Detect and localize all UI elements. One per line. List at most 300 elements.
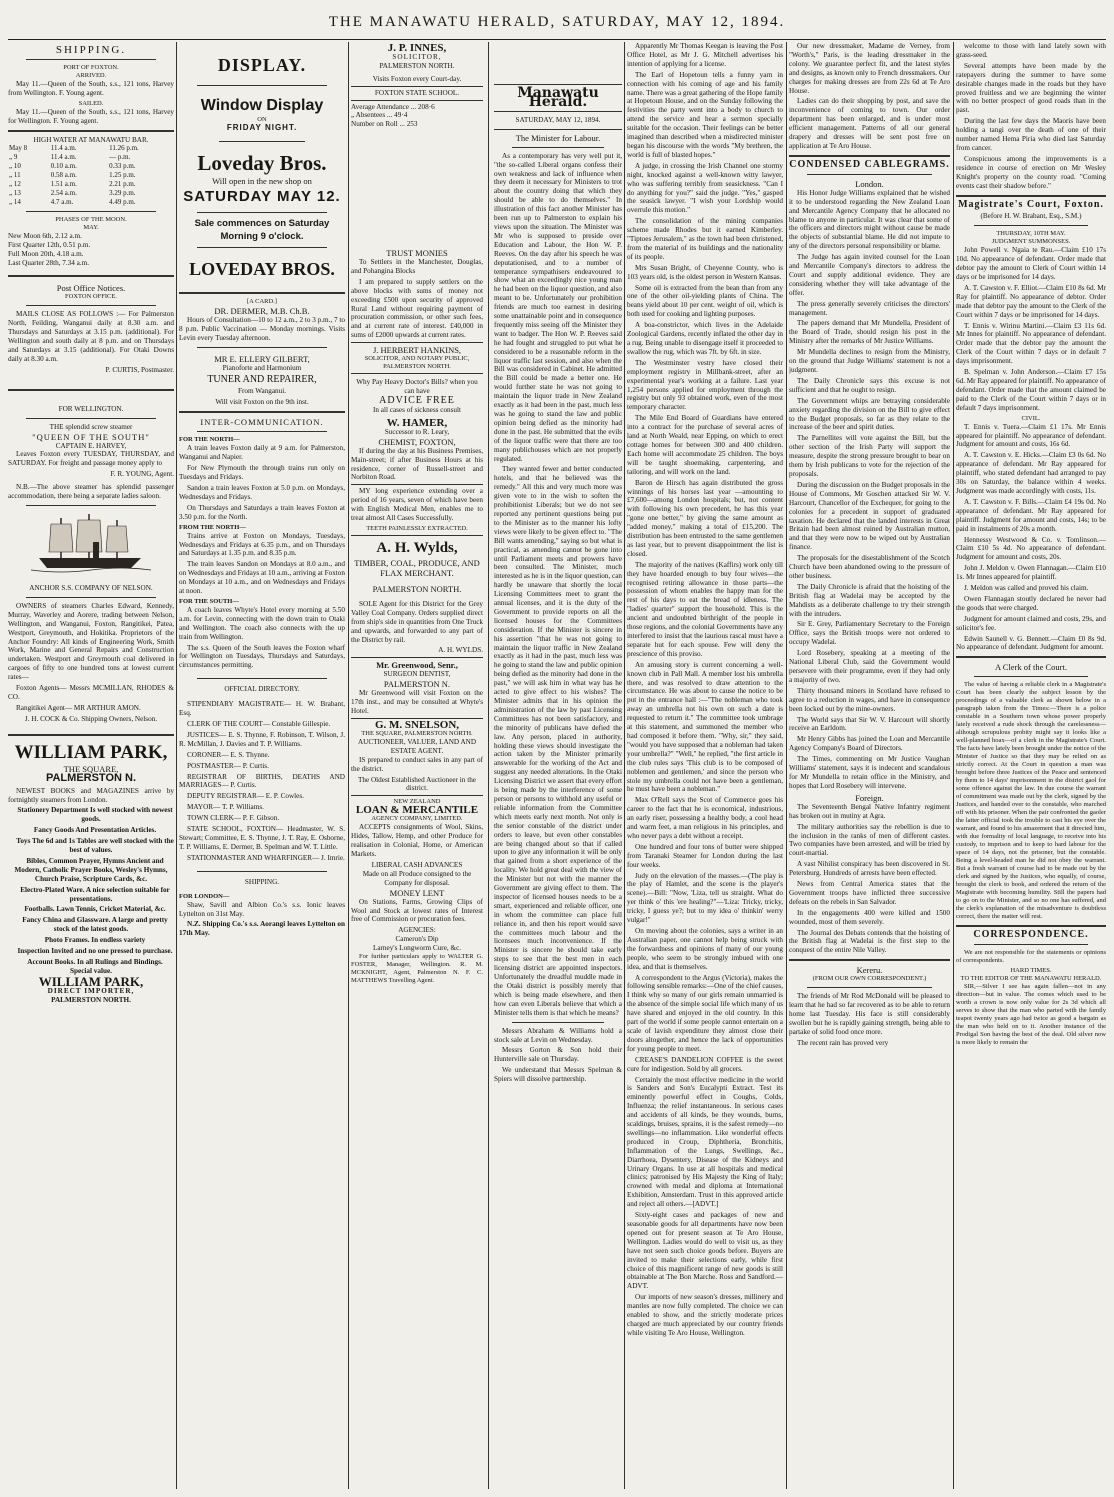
column-center [351,42,622,1489]
short-note: We understand that Messrs Spelman & Spiers will dissolve partnership. [494,1066,622,1084]
civil-case: Owen Flannagan stoutly declared he never had the goods that were charged. [956,594,1106,612]
drapery-paragraph: Our new dressmaker, Madame de Verney, from "Worth's," Paris, is the leading dressmaker in the colony. We guarantee perfect fit, and the latest styles and designs, as known only to French dressmakers. Our charges for making dresses are from 22s 6d at Te Aro House. [789,42,950,95]
shipping-heading: SHIPPING. [55,44,127,56]
directory-entry: CLERK OF THE COURT— Constable Gillespie. [187,720,331,728]
kereru-paragraph: Conspicuous among the improvements is a residence in course of erection on Mr Wesley Knight's property on the county road. "Coming events cast their shadow before." [956,154,1106,190]
william-park-toys: Toys The 6d and 1s Tables are well stocked with the best of values. [16,837,174,855]
london-cable: The proposals for the disestablishment of the Scotch Church have been abandoned owing to the pressure of other business. [789,554,950,580]
london-cable: The Parnellites will vote against the Bill, but the other section of the Irish Party will support the measure, despite the strong pressure brought to bear on them by Irish publicans to vote for the rejection of the proposals. [789,434,950,478]
foreign-cable: A vast Nihilist conspiracy has been discovered in St. Petersburg. Hundreds of arrests have been effected. [789,860,950,878]
moon-list [8,232,174,268]
arrival-notice: May 11.—Queen of the South, s.s., 121 tons, Harvey from Wellington. F. Young agent. [8,79,174,97]
kereru-paragraph: The friends of Mr Rod McDonald will be pleased to learn that he had so far recovered as to be able to return home last Tuesday. His face is still considerably swollen but he is rapidly gaining strength, being able to partake of solid food once more. [789,992,950,1036]
foreign-cables [789,803,950,956]
anchor-signature: J. H. COCK & Co. Shipping Owners, Nelson. [24,714,158,723]
column-court [956,42,1106,1489]
divider [789,155,950,157]
tide-cell: „ 13 [9,188,21,197]
money-heading: MONEY LENT [389,887,445,898]
divider [197,871,327,872]
court-case: T. Ennis v. Wirinu Martini.—Claim £3 11s 6d. Mr Innes for plaintiff. No appearance of defendant. Order made that the debtor pay the amount the Clerk of the Court within 7 days or in default 7 days imprisonment. [956,321,1106,366]
news-paragraph: Mrs Susan Bright, of Cheyenne County, who is 103 years old, is the oldest person in Western Kansas. [627,263,783,281]
friday-night: FRIDAY NIGHT. [226,123,298,132]
post-office-subheading: FOXTON OFFICE. [65,293,117,301]
moon-phase: New Moon 6th, 2.12 a.m. [8,231,82,240]
tide-cell: „ 12 [9,180,21,189]
loan-subheading: AGENCY COMPANY, LIMITED. [371,815,463,823]
trust-heading: TRUST MONIES [386,248,448,258]
divider [8,130,174,132]
train-south: A coach leaves Whyte's Hotel every morning at 5.50 a.m. for Levin, connecting with the down train to Otaki and Wellington. The coach also connects with the up train from Wellington. [179,605,345,641]
news-paragraph: On moving about the colonies, says a writer in an Australian paper, one cannot help being struck with the forwardness and opinions of many of our young people, who seem to be strongly imbued with one idea, and that is themselves. [627,927,783,971]
divider [197,85,327,86]
london-cable: During the discussion on the Budget proposals in the House of Commons, Mr Goschen attacked Sir W. V. Harcourt, Chancellor of the Exchequer, for going to the colonies for a precedent in support of graduated taxation. He declared that the landed interests in Great Britain had been almost ruined by Australian mutton, and that they were now to be wiped out by Australian finance. [789,480,950,552]
directory-entry: STATE SCHOOL, FOXTON— Headmaster, W. S. Stewart; Committee, E. S. Thynne, J. T. Ray, E. Osborne, T. P. Williams, E. Dermer, B. Spelman and W. T. Little. [179,825,345,851]
london-cable: Sir E. Grey, Parliamentary Secretary to the Foreign Office, says the British troops were not ordered to occupy Wadelai. [789,620,950,647]
sailed-label: SAILED. [78,99,104,107]
tuner-from: From Wanganui. [238,386,286,395]
news-paragraph: Our imports of new season's dresses, millinery and mantles are now fully completed. The choice we can enabled to show, and the strictly moderate prices charged are much appreciated by our country friends while visiting Te Aro House, Wellington. [627,1293,783,1337]
divider [179,411,345,413]
snelson-text: IS prepared to conduct sales in any part of the district. [351,755,483,773]
tide-cell: May 8 [9,144,28,153]
directory-list [179,700,345,863]
saturday-may-12: SATURDAY MAY 12. [183,187,341,205]
foreign-cable: The military authorities say the rebellion is due to the inclusion in the ranks of men of different castes. Two companies have been arrested, and will be tried by court-martial. [789,822,950,858]
divider [26,418,156,419]
wylds-text: SOLE Agent for this District for the Grey Valley Coal Company. Orders supplied direct from ship's side in quantities from One Truck and upwards, and forwarded to any part of the District by rail. [351,599,483,644]
civil-case: Edwin Saunell v. G. Bennett.—Claim £0 8s 9d. No appearance of defendant. Judgment for amount. [956,634,1106,652]
column-rule [624,42,625,1489]
court-heading: Magistrate's Court, Foxton. [958,198,1104,210]
school-attendance: Average Attendance ... 208·6 [351,102,435,111]
directory-entry: POSTMASTER— P. Curtis. [187,761,269,770]
loan-text: ACCEPTS consignments of Wool, Skins, Hides, Tallow, Hemp, and other Produce for realisation in Colonial, Home, or American Markets. [351,823,483,858]
herald-nameplate: Manawatu Herald. [494,84,622,112]
tide-cell: 2.54 a.m. [50,188,77,197]
loan-heading: LOAN & MERCANTILE [355,804,479,817]
on-label: ON [257,116,267,123]
sailing-notice: May 11.—Queen of the South, s.s., 121 tons, Harvey for Wellington. F. Young agent. [8,107,174,125]
school-heading: FOXTON STATE SCHOOL. [374,88,460,97]
divider [197,431,327,432]
william-park-fancy: Fancy Goods And Presentation Articles. [33,826,157,835]
william-park-news: NEWEST BOOKS and MAGAZINES arrive by fortnightly steamers from London. [8,786,174,804]
greenwood-name: Mr. Greenwood, Senr., [376,660,458,671]
william-park-stationery: Stationery Department Is well stocked with newest goods. [17,806,173,824]
divider [351,795,483,796]
divider [8,734,174,736]
tide-row [8,198,174,207]
teeth-notice: TEETH PAINLESSLY EXTRACTED. [366,524,468,532]
own-correspondent: (FROM OUR OWN CORRESPONDENT.) [812,975,927,983]
from-north-list [179,532,345,596]
london-cable: The press generally severely criticises the directors' management. [789,299,950,317]
news-paragraph: The Westminster vestry have closed their employment registry in Millbank-street, after an experimental year's working at a failure. Last year 1,254 persons applied for employment through the registry but only 93 obtained work, even of the most temporary character. [627,358,783,412]
column-adverts [179,42,345,1489]
train-north: For New Plymouth the through trains run only on Tuesdays and Fridays. [179,464,345,482]
local-news-list [627,42,783,1338]
news-paragraph: Judy on the elevation of the masses.—(The play is the play of Hamlet, and the scene is the player's scene).—Bill: "Now, 'Liza, tell us straight. What do yer think o' this 'ere healing?"—'Liza: Tricky, tricky, tricky, I guess ye?; but to my idea o' thinkin' werry vulgar!" [627,871,783,925]
steamship-illustration [31,510,151,580]
display-heading: DISPLAY. [217,55,307,75]
agency-dip: Cameron's Dip [395,935,439,944]
divider [351,373,483,374]
column-rule [348,42,349,1489]
leader-column [494,42,622,1086]
tide-cell: 0.10 a.m. [50,162,77,171]
london-cable: The Government whips are betraying considerable anxiety regarding the division on the Bill to give effect to the Budget proposals, so far as they relate to the increase of the beer and spirit duties. [789,396,950,432]
moon-heading: PHASES OF THE MOON. [55,215,127,223]
civil-case: A. T. Cawston v. E. Hicks.—Claim £3 0s 6d. No appearance of defendant. Mr Ray appeared for plaintiff, who stated defendant had arranged to pay 30s on Saturday, the balance within 4 weeks. Judgment was made accordingly with costs, 11s. [956,451,1106,495]
directory-entry: MAYOR— T. P. Williams. [187,803,264,812]
short-note: Messrs Abraham & Williams hold a stock sale at Levin on Wednesday. [494,1026,622,1044]
civil-case: J. Meldon was called and proved his claim. [964,584,1089,593]
further-particulars: For further particulars apply to WALTER G. FOSTER, Manager, Wellington. R. M. MCKNIGHT, Agent, Palmerston N. F. C. MATTHEWS Travelling Agent. [351,953,483,985]
train-from-north: The train leaves Sandon on Mondays at 8.0 a.m., and on Wednesdays and Fridays at 10 a.m., arriving at Foxton on Mondays at 10 a.m., and on Wednesdays and Fridays at noon. [179,560,345,596]
experience-text: MY long experience extending over a period of 16 years, seven of which have been with English Medical Men, enables me to treat almost All Cases Successfully. [351,487,483,523]
snelson-name: G. M. SNELSON, [374,719,460,731]
correspondence-heading: CORRESPONDENCE. [973,929,1089,941]
post-office-text: MAILS CLOSE AS FOLLOWS :— For Palmerston North, Feilding, Wanganui daily at 8.30 a.m. and Thursdays and Saturdays at 3.15 p.m. (additional). For Wellington and south daily at 8 p.m. and on Thursdays and Saturdays at 3.15 (additional). For Otaki Downs daily at 8.30 a.m. [8,310,174,363]
school-absentees: „ Absentees ... 49·4 [351,111,408,120]
wellington-agent: F. R. YOUNG, Agent. [110,470,174,479]
london-cable: Lord Rosebery, speaking at a meeting of the National Liberal Club, said the Government would persevere with their programme, even if they had only a majority of two. [789,649,950,684]
leader-article [494,152,622,1018]
center-adverts [351,42,483,129]
divider [512,147,604,148]
wellington-intro: THE splendid screw steamer [49,422,133,431]
nz-label: NEW ZEALAND [393,798,441,806]
foreign-cable: The Journal des Debats contends that the hoisting of the British flag at Wadelai is the first step to the conquest of the entire Nile Valley. [789,928,950,955]
divider [197,347,327,348]
cablegrams-heading: CONDENSED CABLEGRAMS. [789,158,950,170]
london-cable: Mr Mundella declines to resign from the Ministry, on the ground that Judge Williams' statement is not a judgment. [789,348,950,374]
intercommunication-heading: INTER-COMMUNICATION. [200,417,324,428]
william-park-bibles: Bibles, Common Prayer, Hymns Ancient and Modern, Catholic Prayer Books, Wesley's Hymns, Church Praise, Scripture Cards, &c. [14,856,168,883]
divider [956,195,1106,197]
tide-cell: 11.4 a.m. [50,144,77,153]
anchor-text: OWNERS of steamers Charles Edward, Kennedy, Murray, Waverley and Aorere, trading between Nelson, Wellington, and Wanganui, Foxton, Rangitikei, Patea, Westport, Greymouth, and Hokitika. Proprietors of the Anchor Foundry: All kinds of Engineering Work, Smith Work, Marine and General Repairs and Construction undertaken. Westport and Greymouth coal delivered in cargoes of fifty to one hundred tons at lowest current rates— [8,601,174,682]
foreign-cable: News from Central America states that the Government troops have inflicted three successive defeats on the rebels in San Salvador. [789,880,950,906]
column-rule [953,42,954,1489]
tide-row [8,162,174,171]
liberal-heading: LIBERAL CASH ADVANCES [371,860,463,869]
dermer-name: DR. DERMER, M.B. Ch.B. [214,305,310,316]
tide-cell: 2.21 p.m. [109,180,136,189]
column-rule [488,42,489,1489]
clerk-heading: A Clerk of the Court. [994,662,1067,673]
for-north-label: FOR THE NORTH— [179,436,240,444]
column-rule [176,42,177,1489]
south-list [179,606,345,670]
wylds-signature: A. H. WYLDS. [438,646,483,655]
anchor-rangitikei: Rangitikei Agent— MR ARTHUR AMON. [16,703,141,712]
tide-row [8,153,174,162]
news-paragraph: The Mile End Board of Guardians have entered into a contract for the purchase of several acres of land at North Weald, near Epping, on which to erect cottage homes for between 300 and 400 children. Each home will accommodate 25 children. The boys will be taught shoemaking, carpentering, and tailoring, and will work on the land. [627,414,783,476]
sale-notice: Sale commences on Saturday Morning 9 o'clock. [194,217,330,242]
masthead: THE MANAWATU HERALD, SATURDAY, MAY 12, 1894. [8,14,1106,40]
tide-cell: 11.4 a.m. [50,153,77,162]
tuner-heading: TUNER AND REPAIRER, [207,373,317,385]
tide-row [8,180,174,189]
clerk-article: The value of having a reliable clerk in a Magistrate's Court has been clearly the subject lesson by the proceedings of a valuable clerk as shown below in a paragraph taken from the Times:—There is a police constable in a Southern town whose power properly lately received a rude shock through the carelessness—although scrupulous probity might say it looks like a well-planned hoax—of a clerk in the Magistrate's Court. The facts have lately been brought under the notice of the Minister of Justice so that they may be relied on as strictly correct. At the Court in question a man was brought before three Justices of the Peace and sentenced by them to 14 days' imprisonment in the district gaol for some offence against the law. In due course the warrant of commitment was made out by the clerk, signed by the Justices, and handed over to the constable, who marched off with his prisoner. When the pair confronted the gaoler the latter official took the trouble to cast his eye over the warrant, and found to his amazement that it directed him, with due formality of local language, to receive into his custody, to imprison and to keep to hard labour for the space of 14 days, not the prisoner, but the constable. Being a level-headed man he did not obey the warrant. But a fresh warrant of course had to be made out by the clerk and signed by the Justices, who equally, of course, brought the clerk to book, and ordered the return of the Magistrate with becoming humility. Still the papers had to go on to the Minister, and so no one has suffered, and the clerk's explanation of the misadventure is doubtless correct, there the matter will rest. [956,681,1106,921]
kereru-continued [956,42,1106,191]
tide-cell: 0.58 a.m. [50,171,77,180]
news-paragraph: The Earl of Hopetoun tells a funny yarn in connection with his coming of age and his family name. There was a great gathering of the Hope family at Hopetoun House, and on the Sunday following the festivities the party went into a body to church to attend the service and hear a sermon specially suitable for the occasion. Their feelings can be better imagined than described when a misdirected minister began his discourse with the words "My brethren, the world is full of blasted hopes." [627,70,783,159]
divider [351,86,483,87]
william-park-accounts: Account Books. In all Rulings and Bindings. Special value. [27,958,163,975]
london-cable: The Times, commenting on Mr Justice Vaughan Williams' statement, says it is indecent and scandalous for Mr Mundella to retain office in the Ministry, and hopes that Lord Rosebery will intervene. [789,755,950,790]
court-cases [956,246,1106,412]
directory-entry: STIPENDIARY MAGISTRATE— H. W. Brabant, Esq. [179,700,345,718]
divider [956,925,1106,927]
innes-town: PALMERSTON NORTH. [379,61,455,70]
tide-cell: „ 14 [9,197,21,206]
snelson-oldest: The Oldest Established Auctioneer in the district. [358,775,476,793]
for-south-label: FOR THE SOUTH— [179,597,239,605]
divider [351,484,483,485]
tide-cell: 1.51 a.m. [50,180,77,189]
william-park-china: Fancy China and Glassware. A large and pretty stock of the latest goods. [22,916,168,934]
divider [512,1022,604,1023]
moon-month: MAY. [83,223,99,231]
drapery-paragraph: Ladies can do their shopping by post, and save the inconvenience of coming to town. Our order department has been enlarged, and is under most efficient management. Patterns of all our general drapery and dresses will be sent post free on application at Te Aro House. [789,97,950,150]
william-park-signature: WILLIAM PARK, [38,973,144,989]
tuner-visit: Will visit Foxton on the 9th inst. [215,398,309,407]
london-ionic: Shaw, Savill and Albion Co.'s s.s. Ionic leaves Lyttelton on 31st May. [179,900,345,918]
tide-cell: 4.49 p.m. [109,197,136,206]
liberal-text: Made on all Produce consigned to the Company for disposal. [362,869,472,887]
chemist-text: If during the day at his Business Premises, Main-street; if after Business Hours at his residence, corner of Russell-street and Norbiton Road. [351,446,483,482]
tide-cell: „ 11 [9,171,21,180]
arrived-label: ARRIVED. [75,71,107,79]
trust-text: I am prepared to supply settlers on the above blocks with sums of money not exceeding £500 upon security of approved Rural Land without requiring payment of procuration commission, or other such fees, and at current rate of interest. £40,000 in sums of £2000 upwards at current rates. [351,277,483,340]
divider [351,100,483,101]
news-paragraph: The consolidation of the mining companies scheme made Rhodes but it earned Kimberley. "Tiptoes Jerusalem," as the town had been christened, from the material of its buildings and the nationality of its people. [627,217,783,261]
train-from-north: Trains arrive at Foxton on Mondays, Tuesdays, Wednesdays and Fridays at 6.35 p.m., and on Thursdays and Saturdays at 1.35 p.m. and 8.35 p.m. [179,531,345,558]
tide-cell: 4.7 a.m. [50,197,74,206]
london-aorangi: N.Z. Shipping Co.'s s.s. Aorangi leaves Lyttelton on 17th May. [179,920,345,938]
news-paragraph: One hundred and four tons of butter were shipped from Taranaki Steamer for London during the last four weeks. [627,842,783,869]
london-cable: Mr Henry Gibbs has joined the Loan and Mercantile Agency Company's Board of Directors. [789,735,950,753]
snelson-address: THE SQUARE, PALMERSTON NORTH. [361,729,473,737]
train-north: A train leaves Foxton daily at 9 a.m. for Palmerston, Wanganui and Napier. [179,444,345,462]
why-pay: Why Pay Heavy Doctor's Bills? when you can have [356,378,478,396]
divider [351,657,483,658]
tide-row [8,171,174,180]
civil-case: Judgment for amount claimed and costs, 29s, and solicitor's fee. [956,614,1106,632]
news-paragraph: A judge, in crossing the Irish Channel one stormy night, knocked against a well-known witty lawyer, who was suffering terribly from seasickness. "Can I do anything for you?" said the judge. "Yes," gasped the seasick lawyer. "I wish your Lordship would overrule this motion." [627,161,783,215]
london-cable: The Daily Chronicle says this excuse is not sufficient and that he ought to resign. [789,376,950,394]
divider [8,389,174,391]
tide-cell: — p.m. [109,153,131,162]
william-park-palmerston: PALMERSTON NORTH. [51,995,131,1004]
london-cable: The World says that Sir W. V. Harcourt will shortly receive an Earldom. [789,715,950,733]
william-park-football: Footballs. Lawn Tennis, Cricket Material, &c. [24,905,166,914]
window-display-heading: Window Display [200,97,324,114]
column-rule [786,42,787,1489]
foreign-cable: In the engagements 400 were killed and 1500 wounded, most of them severely. [789,908,950,926]
civil-case: A. T. Cawston v. F. Bills.—Claim £4 19s 0d. No appearance of defendant. Mr Ray appeared for plaintiff. Judgment for amount and costs, 14s; to be paid in instalments of 20s a month. [956,497,1106,533]
divider [974,944,1088,945]
court-case: A. T. Cawston v. F. Elliot.—Claim £10 8s 6d. Mr Ray for plaintiff. No appearance of debtor. Order made that debtor pay the amount to the Clerk of the Court within 7 days or be imprisoned for 14 days. [956,283,1106,319]
herald-date: SATURDAY, MAY 12, 1894. [515,115,601,124]
moon-phase: Last Quarter 28th, 7.34 a.m. [8,258,90,267]
kereru-paragraph: During the last few days the Maoris have been holding a tangi over the death of one of their number named Hema Piria who died last Saturday from cancer. [956,117,1106,152]
divider [26,211,156,212]
divider [26,305,156,306]
hard-times-heading: HARD TIMES. [1010,967,1052,975]
dermer-hours: Hours of Consultation—10 to 12 a.m., 2 to 3 p.m., 7 to 8 p.m. Public Vaccination — Monday mornings. Visits Levin every Tuesday afternoon. [179,315,345,342]
civil-cases [956,423,1106,653]
loveday-heading: Loveday Bros. [197,150,327,175]
divider [197,678,327,679]
divider [179,292,345,294]
drapery-notes [789,42,950,151]
civil-case: John J. Meldon v. Owen Flannagan.—Claim £10 1s. Mr Innes appeared for plaintiff. [956,564,1106,582]
letter-text: SIR,—Silver I see has again fallen—not in any direction—but in value. The comes which used to be worth a crown is now only value for 2s 3d which all serves to show that the man who parted with the family teapot twenty years ago had twice as good a bargain as the man who held on to it. Another instance of the Prodigal Son having the best of the deal. Old silver now is more likely to remain the [956,983,1106,1047]
divider [26,59,156,60]
court-case: B. Spelman v. John Anderson.—Claim £7 15s 6d. Mr Ray appeared for plaintiff. No appearance of defendant. Order made that the amount claimed be paid to the Clerk of the Court within 7 days or in default 7 days imprisonment. [956,368,1106,412]
loveday-bros-footer: LOVEDAY BROS. [189,258,335,279]
moon-phase: First Quarter 12th, 0.51 p.m. [8,240,91,249]
kereru-heading: Kereru. [856,965,883,976]
london-cable: His Honor Judge Williams explained that he wished it to be understood regarding the New Zealand Loan and Mercantile Agency Company that he allocated no blame to anyone in particular. It was clear that some of the officers and directors might without cause be made the objects of substantial blame. He did not impute to any of the directors personal responsibility or blame. [789,188,950,251]
tide-cell: 3.29 p.m. [109,188,136,197]
civil-case: T. Ennis v. Tuera.—Claim £1 17s. Mr Ennis appeared for plaintiff. No appearance of defendant. Judgment for amount and costs, 16s 6d. [956,422,1106,449]
for-london-label: FOR LONDON— [179,892,230,900]
divider [807,987,932,988]
william-park-photo: Photo Frames. In endless variety [44,936,146,945]
north-list [179,444,345,521]
tide-row [8,189,174,198]
news-paragraph: An amusing story is current concerning a well-known club in Pall Mall. A member lost his umbrella there, and was resolved to draw attention to the circumstance. He was about to cause the notice to be put in the entrance hall :—"The nobleman who took away an umbrella not his own on such a date is requested to return it." The committee took umbrage at this statement, and summoned the member who had composed it before them. "Why, sir," they said, "would you have supposed that a nobleman had taken your umbrella?" "Well," he replied, "the first article in the club rules says 'This club is to be composed of noblemen and gentlemen,' and since the person who stole my umbrella could not have been a gentleman, he must have been a nobleman." [627,660,783,794]
post-office-heading: Post Office Notices. [56,283,126,294]
greenwood-town: PALMERSTON N. [383,679,451,690]
divider [26,597,156,598]
correspondence-note: We are not responsible for the statements or opinions of correspondents. [956,949,1106,965]
tide-row [8,144,174,153]
london-cable: The Daily Chronicle is afraid that the hoisting of the British flag at Wadelai may be accepted by the Mahdists as a deliberate challenge to try their strength with the intruders. [789,582,950,618]
agencies-heading: AGENCIES: [398,926,436,935]
news-paragraph: Apparently Mr Thomas Keegan is leaving the Post Office Hotel, as Mr J. G. Mitchell advertises his intention of applying for a license. [627,42,783,68]
hankins-title: SOLICITOR, AND NOTARY PUBLIC, PALMERSTON NORTH. [364,355,470,371]
directory-entry: TOWN CLERK— P. F. Gibson. [187,814,280,823]
wellington-heading: FOR WELLINGTON. [58,404,124,413]
kereru-paragraph: The recent rain has proved very [797,1038,889,1047]
wellington-text: Leaves Foxton every TUESDAY, THURSDAY, and SATURDAY. For freight and passage money apply to [8,450,174,468]
divider [197,247,327,248]
chemist-heading: CHEMIST, FOXTON, [378,436,456,447]
innes-visits: Visits Foxton every Court-day. [372,74,462,83]
wellington-captain: CAPTAIN E. HARVEY, [55,441,127,450]
innes-title: SOLICITOR, [392,52,442,61]
news-paragraph: A boa-constrictor, which lives in the Adelaide Zoological Gardens, recently inflated the other day in a rug. Being unable to disengage itself it proceeded to swallow the rug, which was 7ft. by 6ft. in size. [627,321,783,356]
moon-phase: Full Moon 20th, 4.18 a.m. [8,249,84,258]
william-park-inspection: Inspection Invited and no one pressed to purchase. [17,947,173,956]
leader-paragraph: They wanted fewer and better conducted hotels, and that he believed was the remedy." All this and very much more was given vote to in the wish to soften the prohibitionist Liberals; but we do not see reported any pertinent questions being put to the Minister as to the manner his lofty views were likely to be given effect to. "The Bill wants amending," saying so but what is practical, as amending cannot be gone into until Parliament meets and prowers have been consulted. The Minister, much interested as he is in the liquor question, can hardly be unaware that shortly the local Licensing Committees meet to grant the annual licenses, and it is the duty of the Government to provide reports on all the licensed houses for the Committees consideration. If the Minister is sincere in his assertion "that he was not going to maintain the liquor traffic in New Zealand exactly as it had in the past, much less was he going to stand the law and public opinion being defied as the minority had done in the past," we will ask him in what way has he acted to give effect to his wishes? The Minister admits that in his opinion the administration of the law by past Licensing Committees has not been satisfactory, and the minority of publicans have defied the law. Any person, placed in authority, holding these views should investigate the action taken by the Minister primarily answerable for the working of the Act and suggest any needed alterations. In the Otaki Licensing District we assert that every effort is being made by the interference of some person or persons to withhold any useful or reliable information from the Committee which meets early next month. Not only is the senior constable of the district under orders to leave, but even other constables are being changed about so that if called upon to give any information it will be only that gained from a short experience of the locality. We hold great deal with the view of the Minister but not with the manner the Government are giving effect to them. The inspector of licensed houses needs to be a smart, experienced and reliable officer, one in whom the committee can place full reliance in, and then his report would save the committees much labour and the licensees much inconvenience. If the Minister is sincere he should take early steps to see that the best men in each licensing district are appointed inspectors. Unfortunately the dreadful muddle made in the Otaki district is possibly merely that which is being made elsewhere, and then how can even Liberals believe that which a Minister tells them is that which he means? [494,465,622,1017]
kereru-paragraph: Several attempts have been made by the ratepayers during the summer to have some desirable changes made in the roads but they have proved fruitless and we are beginning the winter with no better prospect of good roads than in the past. [956,61,1106,115]
gilbert-name: MR E. ELLERY GILBERT, [214,353,310,364]
william-park-title: WILLIAM PARK, [14,741,168,763]
london-cable: The Judge has again invited counsel for the Loan and Mercantile Company's directors to address the Court and supply additional evidence. They are considering whether they will take advantage of the offer. [789,253,950,297]
anchor-agents: Foxton Agents— Messrs MCMILLAN, RHODES & CO. [8,684,174,701]
tide-cell: 1.25 p.m. [109,171,136,180]
tide-cell: 0.33 p.m. [109,162,136,171]
divider [974,225,1088,226]
william-park-importer: DIRECT IMPORTER, [47,986,135,995]
divider [789,959,950,961]
advice-free: ADVICE FREE [379,394,455,406]
tide-cell: „ 10 [9,162,21,171]
divider [351,342,483,343]
court-case: John Powell v. Ngaia te Rau.—Claim £10 17s 10d. No appearance of defendant. Order made that debtor pay the amount to Clerk of Court within 14 days or be imprisoned for 14 days. [956,246,1106,282]
news-paragraph: Baron de Hirsch has again distributed the gross winnings of his horses last year —amounting to £7,600—among London hospitals; but, not content with following his own precedent, he has this year "gone one better," by giving the same amount as "added money," making a total of £15,200. The distribution has been entrusted to the same gentlemen as last year, but to prevent disappointment the list is closed. [627,478,783,558]
money-text: On Stations, Farms, Growing Clips of Wool and Stock at lowest rates of Interest free of Commission or procuration fees. [351,897,483,924]
column-local-news [627,42,783,1489]
snelson-trade: AUCTIONEER, VALUER, LAND AND ESTATE AGENT. [357,737,477,755]
official-directory-heading: OFFICIAL DIRECTORY. [224,685,300,694]
wylds-trade: TIMBER, COAL, PRODUCE, AND FLAX MERCHANT. [354,557,480,578]
court-subheading: (Before H. W. Brabant, Esq., S.M.) [980,212,1082,221]
leader-heading: The Minister for Labour. [494,129,622,143]
center-adverts-lower [351,248,483,987]
divider [219,141,305,142]
william-park-town: PALMERSTON N. [45,771,137,784]
card-label: [A CARD.] [247,297,277,305]
column-cables [789,42,950,1489]
tide-cell: „ 9 [9,153,18,162]
wellington-ship-name: "QUEEN OF THE SOUTH" [32,431,150,442]
divider [956,656,1106,658]
hankins-name: J. HERBERT HANKINS, [372,345,462,356]
anchor-heading: ANCHOR S.S. COMPANY OF NELSON. [29,584,153,592]
court-date: THURSDAY, 10TH MAY. [996,230,1066,238]
wylds-town: PALMERSTON NORTH. [372,583,462,594]
wellington-note: N.B.—The above steamer has splendid passenger accommodation, there being a separate ladies saloon. [8,483,174,501]
london-cable: The papers demand that Mr Mundella, President of the Board of Trade, should resign his post in the Ministry after the remarks of Mr Justice Williams. [789,319,950,346]
judgment-summonses: JUDGMENT SUMMONSES. [991,238,1071,246]
new-shop-text: Will open in the new shop on [212,175,312,186]
news-paragraph: Max O'Rell says the Scot of Commerce goes his career to the fact that he is economical, industrious, an early riser, possessing a healthy body, a cool head and warm feet, a man religious in his principles, and who never pays a debt without a receipt. [627,796,783,840]
civil-heading: CIVIL. [1021,414,1041,422]
divider [351,535,483,536]
london-cables [789,189,950,791]
divider [974,676,1088,677]
hamer-successor: Successor to R. Leary, [384,427,450,436]
london-subheading: London. [855,178,884,189]
news-paragraph: Sixty-eight cases and packages of new and seasonable goods for all departments have now been opened out for present season at Te Aro House, Wellington. Ladies would do well to visit us, as they have not seen such choice goods before. Buyers are invited to make their selections early, while first choice of this magnificent range of new goods is still obtainable at The Bon Marche. Ross and Sandford.—ADVT. [627,1211,783,1291]
hamer-name: W. HAMER, [386,416,448,429]
train-north: On Thursdays and Saturdays a train leaves Foxton at 3.50 p.m. for the North. [179,503,345,521]
advice-consult: In all cases of sickness consult [372,405,462,414]
directory-entry: CORONER— E. S. Thynne. [187,750,270,759]
civil-case: Hennessy Westwood & Co. v. Tomlinson.—Claim £10 5s 4d. No appearance of defendant. Judgment for amount and costs, 20s. [956,535,1106,562]
directory-entry: DEPUTY REGISTRAR— E. P. Cowles. [187,792,304,801]
foreign-cable: The Seventeenth Bengal Native Infantry regiment has broken out in mutiny at Agra. [789,802,950,820]
tide-heading: HIGH WATER AT MANAWATU BAR. [33,135,149,144]
postmaster-signature: P. CURTIS, Postmaster. [105,365,174,374]
agency-longworm: Larney's Longworm Cure, &c. [372,944,462,953]
divider [807,174,932,175]
innes-name: J. P. INNES, [387,42,447,54]
short-note: Messrs Gorton & Son hold their Hunterville sale on Thursday. [494,1046,622,1064]
foreign-subheading: Foreign. [855,792,884,803]
shipping-heading-2: SHIPPING. [244,877,280,886]
divider [197,212,327,213]
from-north-label: FROM THE NORTH— [179,523,246,531]
